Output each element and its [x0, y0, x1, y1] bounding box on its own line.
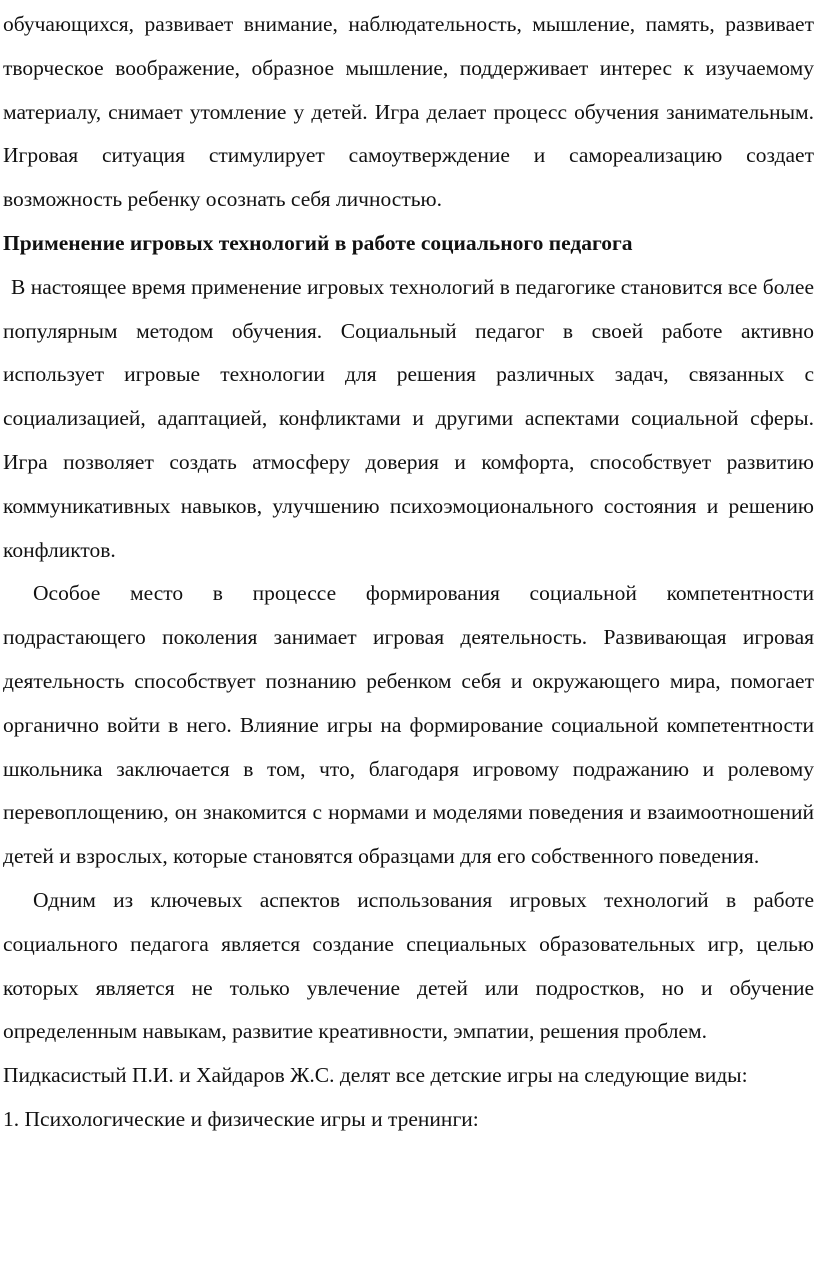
paragraph-play-activity: Особое место в процессе формирования социальной компетентности подрастающего поколения занимает игровая деятельность. Развивающая игровая деятельность способствует познанию ребенком себя и окружающего мира, помогает органично войти в него. Влияние игры на формирование социальной компетентности школьника заключается в том, что, благодаря игровому подражанию и ролевому перевоплощению, он знакомится с нормами и моделями поведения и взаимоотношений детей и взрослых, которые становятся образцами для его собственного поведения. — [3, 581, 814, 869]
paragraph-current-use: В настоящее время применение игровых технологий в педагогике становится все более популярным методом обучения. Социальный педагог в своей работе активно использует игровые технологии для решения различных задач, связанных с социализацией, адаптацией, конфликтами и другими аспектами социальной сферы. Игра позволяет создать атмосферу доверия и комфорта, способствует развитию коммуникативных навыков, улучшению психоэмоционального состояния и решению конфликтов. — [3, 274, 814, 562]
list-item: 1. Психологические и физические игры и тренинги: — [3, 1106, 479, 1131]
paragraph-educational-games: Одним из ключевых аспектов использования игровых технологий в работе социального педагога является создание специальных образовательных игр, целью которых является не только увлечение детей или подростков, но и обучение определенным навыкам, развитие креативности, эмпатии, решения проблем. — [3, 887, 814, 1044]
paragraph-game-classification: Пидкасистый П.И. и Хайдаров Ж.С. делят все детские игры на следующие виды: — [3, 1063, 748, 1088]
paragraph-continuation: обучающихся, развивает внимание, наблюдательность, мышление, память, развивает творческое воображение, образное мышление, поддерживает интерес к изучаемому материалу, снимает утомление у детей. Игра делает процесс обучения занимательным. Игровая ситуация стимулирует самоутверждение и самореализацию создает возможность ребенку осознать себя личностью. — [3, 12, 814, 212]
section-heading: Применение игровых технологий в работе социального педагога — [3, 230, 633, 255]
